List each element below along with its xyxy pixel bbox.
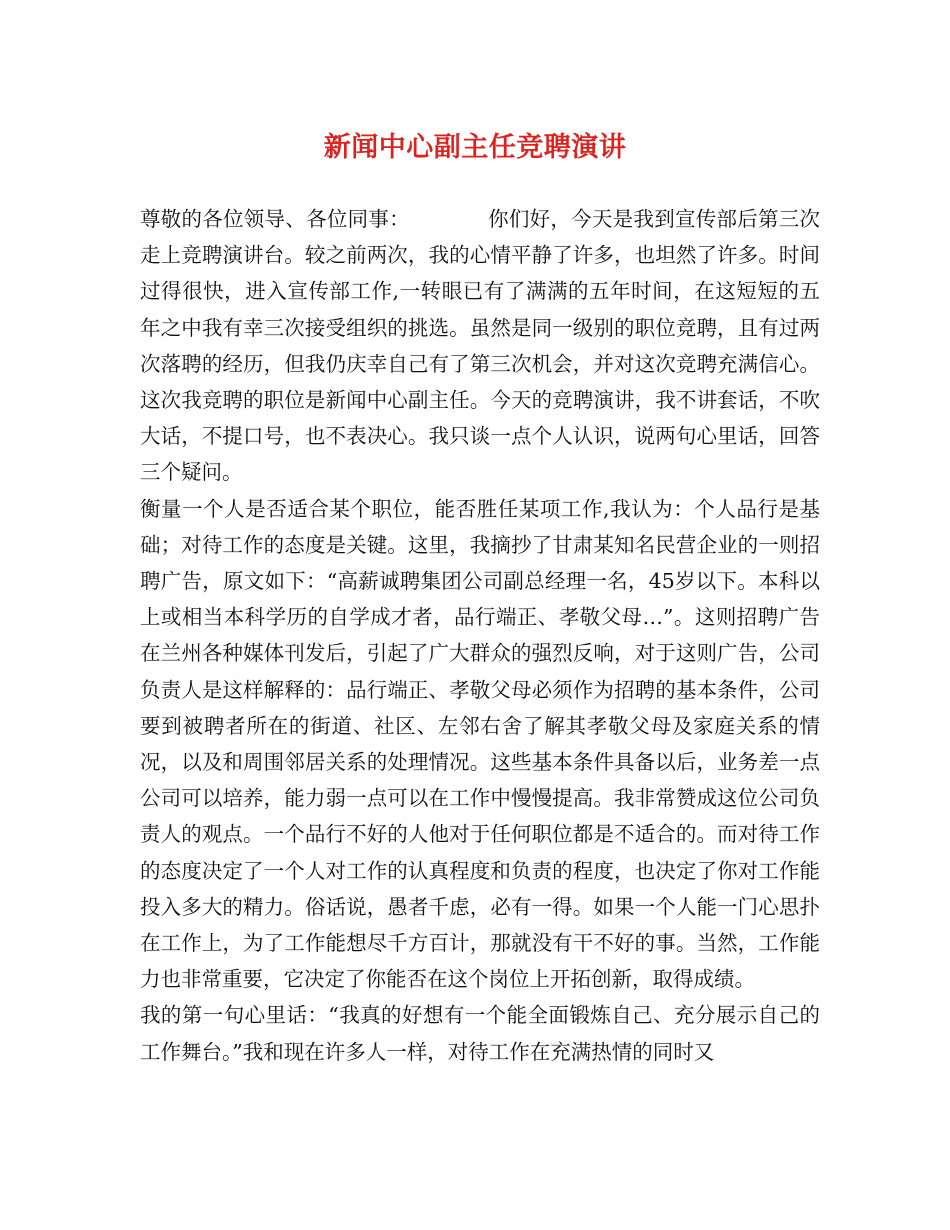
salutation: 尊敬的各位领导、各位同事： — [140, 207, 410, 231]
paragraph-1-text: 你们好，今天是我到宣传部后第三次走上竞聘演讲台。较之前两次，我的心情平静了许多，也坦然了许多。时间过得很快，进入宣传部工作,一转眼已有了满满的五年时间，在这短短的五年之中我有幸三次接受组织的挑选。虽然是同一级别的职位竞聘，且有过两次落聘的经历，但我仍庆幸自己有了第三次机会，并对这次竞聘充满信心。这次我竞聘的职位是新闻中心副主任。今天的竞聘演讲，我不讲套话，不吹大话，不提口号，也不表决心。我只谈一点个人认识，说两句心里话，回答三个疑问。 — [140, 207, 821, 485]
paragraph-3: 我的第一句心里话：“我真的好想有一个能全面锻炼自己、充分展示自己的工作舞台。”我和现在许多人一样，对待工作在充满热情的同时又 — [140, 1003, 820, 1064]
opening-paragraph — [140, 201, 820, 491]
paragraph-2: 衡量一个人是否适合某个职位，能否胜任某项工作,我认为：个人品行是基础；对待工作的态度是关键。这里，我摘抄了甘肃某知名民营企业的一则招聘广告，原文如下：“高薪诚聘集团公司副总经理一名，45岁以下。本科以上或相当本科学历的自学成才者，品行端正、孝敬父母…”。这则招聘广告在兰州各种媒体刊发后，引起了广大群众的强烈反响，对于这则广告，公司负责人是这样解释的：品行端正、孝敬父母必须作为招聘的基本条件，公司要到被聘者所在的街道、社区、左邻右舍了解其孝敬父母及家庭关系的情况，以及和周围邻居关系的处理情况。这些基本条件具备以后，业务差一点公司可以培养，能力弱一点可以在工作中慢慢提高。我非常赞成这位公司负责人的观点。一个品行不好的人他对于任何职位都是不适合的。而对待工作的态度决定了一个人对工作的认真程度和负责的程度，也决定了你对工作能投入多大的精力。俗话说，愚者千虑，必有一得。如果一个人能一门心思扑在工作上，为了工作能想尽千方百计，那就没有干不好的事。当然，工作能力也非常重要，它决定了你能否在这个岗位上开拓创新，取得成绩。 — [140, 496, 820, 992]
document-title: 新闻中心副主任竞聘演讲 — [323, 132, 627, 163]
document-body — [140, 201, 820, 1070]
